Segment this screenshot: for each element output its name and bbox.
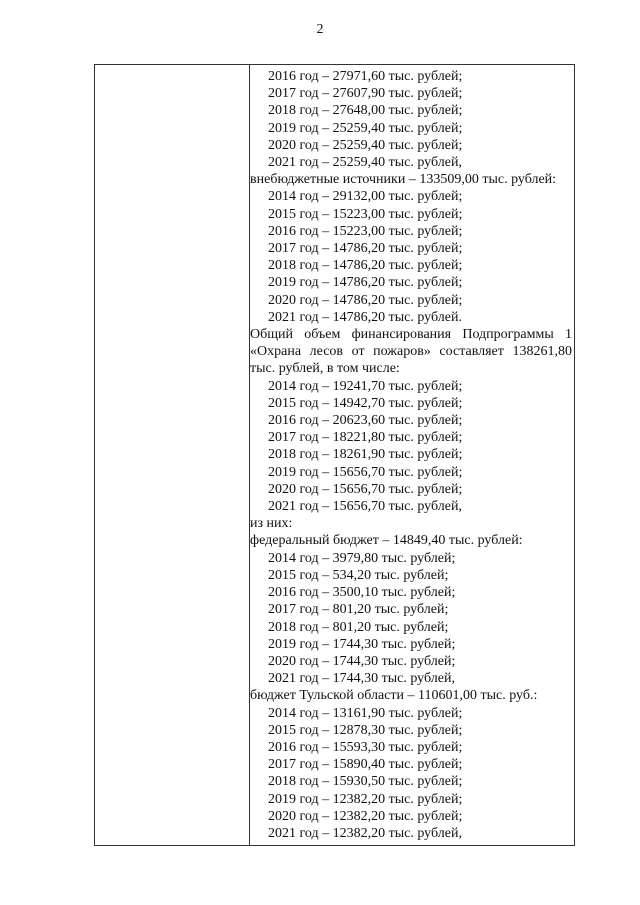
text-line: 2014 год – 19241,70 тыс. рублей; bbox=[268, 378, 463, 394]
text-line: 2019 год – 1744,30 тыс. рублей; bbox=[268, 636, 456, 652]
text-line: 2018 год – 27648,00 тыс. рублей; bbox=[268, 103, 463, 119]
text-line: 2015 год – 534,20 тыс. рублей; bbox=[268, 567, 449, 583]
text-line: 2021 год – 12382,20 тыс. рублей, bbox=[268, 825, 462, 841]
text-line: 2014 год – 13161,90 тыс. рублей; bbox=[268, 705, 463, 721]
text-line: 2021 год – 25259,40 тыс. рублей, bbox=[268, 155, 462, 171]
text-line: Общий объем финансирования Подпрограммы 1 bbox=[250, 327, 572, 343]
page-number: 2 bbox=[316, 22, 324, 37]
text-line: 2014 год – 3979,80 тыс. рублей; bbox=[268, 550, 456, 566]
text-line: 2020 год – 25259,40 тыс. рублей; bbox=[268, 137, 463, 153]
text-line: тыс. рублей, в том числе: bbox=[250, 361, 400, 377]
text-line: 2015 год – 12878,30 тыс. рублей; bbox=[268, 722, 463, 738]
financing-table bbox=[94, 64, 575, 846]
text-line: «Охрана лесов от пожаров» составляет 138261,80 bbox=[250, 344, 572, 360]
text-line: бюджет Тульской области – 110601,00 тыс. руб.: bbox=[250, 688, 538, 704]
text-line: федеральный бюджет – 14849,40 тыс. рублей: bbox=[250, 533, 523, 549]
text-line: 2016 год – 20623,60 тыс. рублей; bbox=[268, 413, 463, 429]
text-line: 2021 год – 15656,70 тыс. рублей, bbox=[268, 499, 462, 515]
text-line: 2016 год – 15593,30 тыс. рублей; bbox=[268, 739, 463, 755]
text-line: 2019 год – 25259,40 тыс. рублей; bbox=[268, 120, 463, 136]
table-right-cell bbox=[250, 68, 572, 842]
text-line: 2020 год – 1744,30 тыс. рублей; bbox=[268, 653, 456, 669]
text-line: 2017 год – 18221,80 тыс. рублей; bbox=[268, 430, 463, 446]
text-line: 2016 год – 15223,00 тыс. рублей; bbox=[268, 223, 463, 239]
text-line: 2014 год – 29132,00 тыс. рублей; bbox=[268, 189, 463, 205]
text-line: 2020 год – 15656,70 тыс. рублей; bbox=[268, 481, 463, 497]
text-line: 2018 год – 801,20 тыс. рублей; bbox=[268, 619, 449, 635]
text-line: 2018 год – 18261,90 тыс. рублей; bbox=[268, 447, 463, 463]
text-line: 2018 год – 14786,20 тыс. рублей; bbox=[268, 258, 463, 274]
text-line: 2019 год – 15656,70 тыс. рублей; bbox=[268, 464, 463, 480]
text-line: 2016 год – 3500,10 тыс. рублей; bbox=[268, 585, 456, 601]
text-line: 2017 год – 27607,90 тыс. рублей; bbox=[268, 86, 463, 102]
text-line: 2018 год – 15930,50 тыс. рублей; bbox=[268, 774, 463, 790]
text-line: из них: bbox=[250, 516, 293, 532]
text-line: 2019 год – 12382,20 тыс. рублей; bbox=[268, 791, 463, 807]
text-line: 2017 год – 14786,20 тыс. рублей; bbox=[268, 241, 463, 257]
text-line: 2017 год – 801,20 тыс. рублей; bbox=[268, 602, 449, 618]
text-line: 2015 год – 15223,00 тыс. рублей; bbox=[268, 206, 463, 222]
text-line: 2019 год – 14786,20 тыс. рублей; bbox=[268, 275, 463, 291]
text-line: внебюджетные источники – 133509,00 тыс. рублей: bbox=[250, 172, 557, 188]
text-line: 2020 год – 12382,20 тыс. рублей; bbox=[268, 808, 463, 824]
text-line: 2021 год – 1744,30 тыс. рублей, bbox=[268, 671, 455, 687]
table-left-cell bbox=[95, 65, 250, 845]
text-line: 2020 год – 14786,20 тыс. рублей; bbox=[268, 292, 463, 308]
text-line: 2016 год – 27971,60 тыс. рублей; bbox=[268, 69, 463, 84]
text-line: 2017 год – 15890,40 тыс. рублей; bbox=[268, 757, 463, 773]
text-line: 2021 год – 14786,20 тыс. рублей. bbox=[268, 309, 462, 325]
text-line: 2015 год – 14942,70 тыс. рублей; bbox=[268, 395, 463, 411]
